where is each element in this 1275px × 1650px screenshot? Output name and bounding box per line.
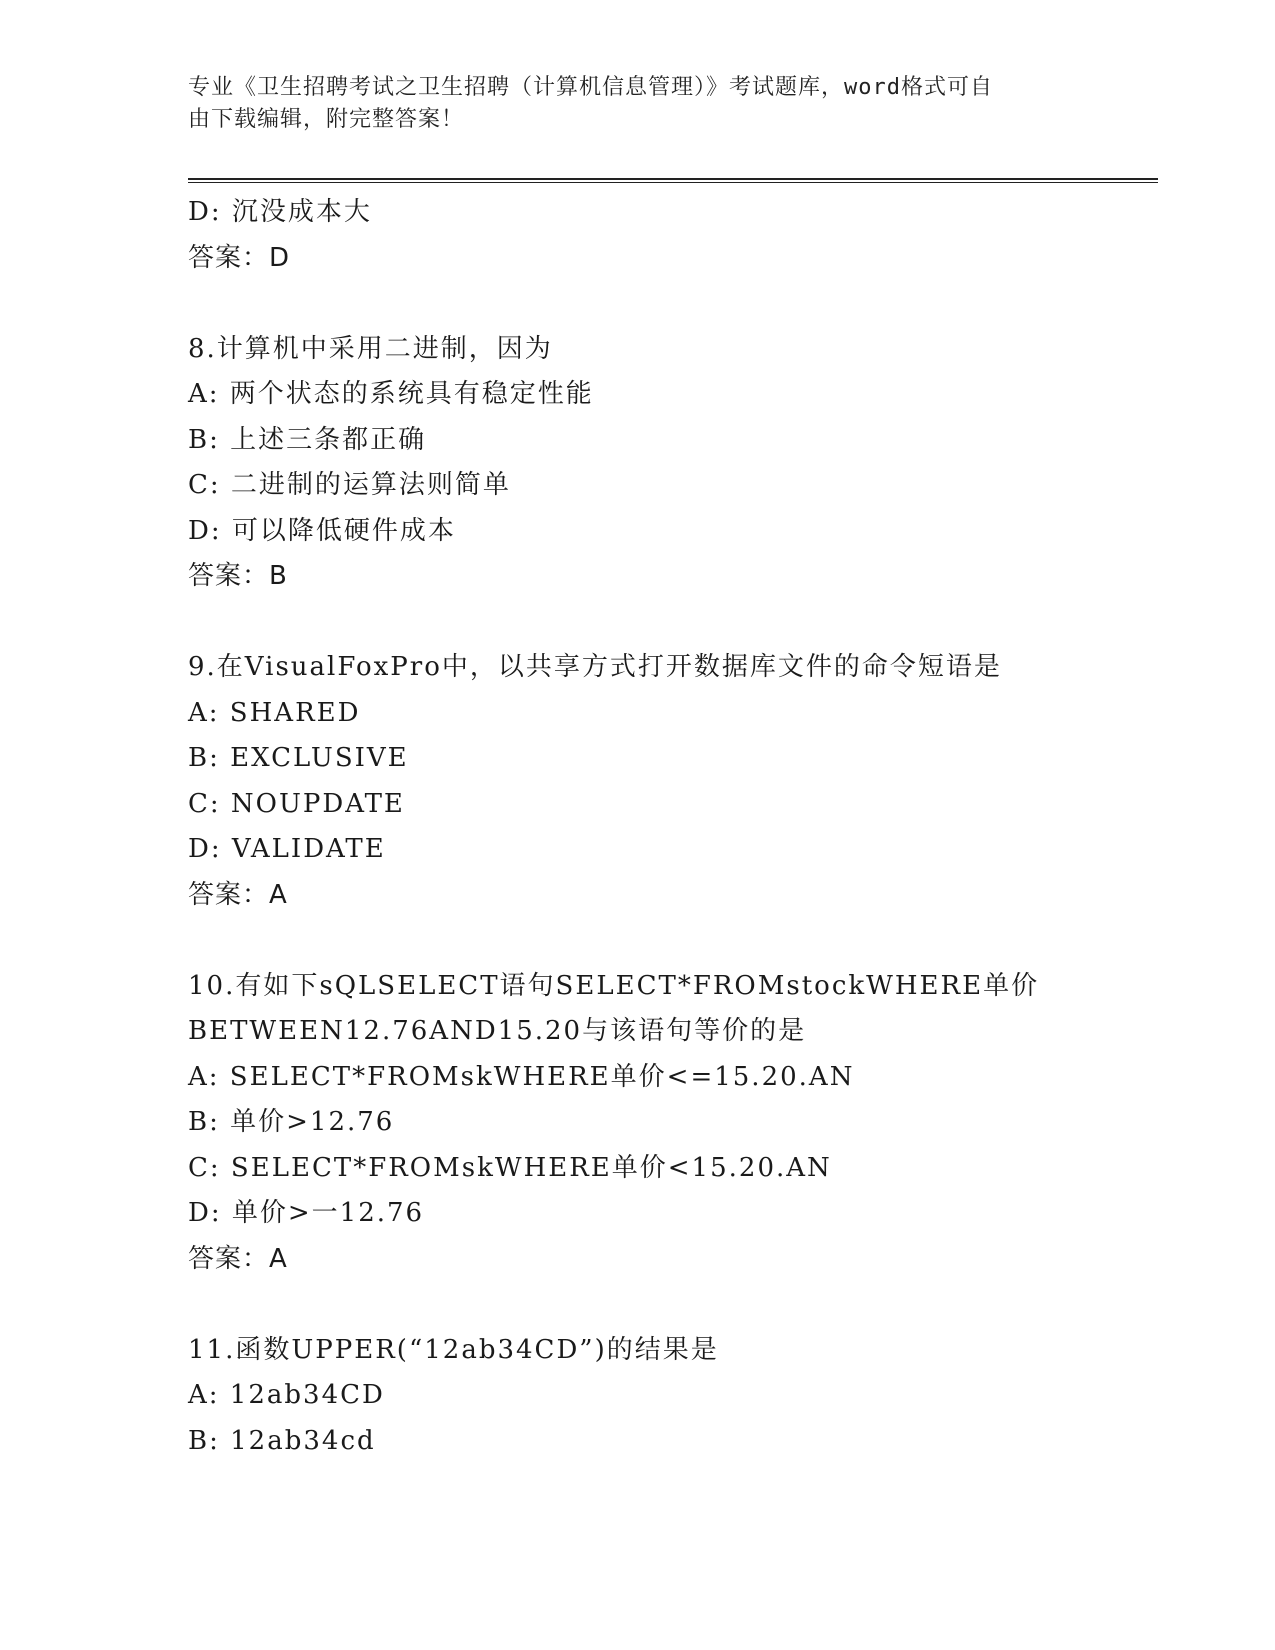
option-c: C: NOUPDATE: [188, 788, 405, 819]
option-b: B: 单价>12.76: [188, 1107, 395, 1137]
option-c: C: 二进制的运算法则简单: [188, 470, 511, 500]
option-b: B: EXCLUSIVE: [188, 743, 409, 773]
option-b: B: 12ab34cd: [188, 1425, 376, 1456]
question-stem: 11.函数UPPER(“12ab34CD”)的结果是: [188, 1334, 719, 1365]
question-stem: 9.在VisualFoxPro中，以共享方式打开数据库文件的命令短语是: [188, 652, 1002, 682]
option-d: D: 单价>一12.76: [188, 1198, 425, 1228]
document-header: [188, 72, 1088, 136]
question-list: [188, 190, 1148, 1464]
question-stem: 8.计算机中采用二进制，因为: [188, 333, 553, 364]
spacer: [188, 1282, 1148, 1328]
answer-line: 答案：D: [188, 242, 291, 273]
question-stem-line-2: BETWEEN12.76AND15.20与该语句等价的是: [188, 1016, 807, 1046]
header-divider: [188, 178, 1158, 183]
option-d: D: 沉没成本大: [188, 197, 372, 227]
option-d: D: VALIDATE: [188, 834, 386, 864]
answer-line: 答案：B: [188, 561, 288, 591]
option-d: D: 可以降低硬件成本: [188, 515, 456, 546]
option-c: C: SELECT*FROMskWHERE单价<15.20.AN: [188, 1152, 832, 1183]
spacer: [188, 281, 1148, 327]
header-line-1: 专业《卫生招聘考试之卫生招聘（计算机信息管理）》考试题库，word格式可自: [188, 75, 993, 100]
spacer: [188, 918, 1148, 964]
header-line-2: 由下载编辑，附完整答案！: [188, 107, 465, 132]
option-a: A: SELECT*FROMskWHERE单价<=15.20.AN: [188, 1061, 855, 1092]
option-a: A: 两个状态的系统具有稳定性能: [188, 379, 594, 409]
option-a: A: SHARED: [188, 697, 361, 728]
option-b: B: 上述三条都正确: [188, 424, 427, 455]
answer-line: 答案：A: [188, 1243, 288, 1274]
spacer: [188, 600, 1148, 646]
answer-line: 答案：A: [188, 879, 288, 910]
question-stem-line-1: 10.有如下sQLSELECT语句SELECT*FROMstockWHERE单价: [188, 970, 1040, 1001]
option-a: A: 12ab34CD: [188, 1380, 385, 1410]
